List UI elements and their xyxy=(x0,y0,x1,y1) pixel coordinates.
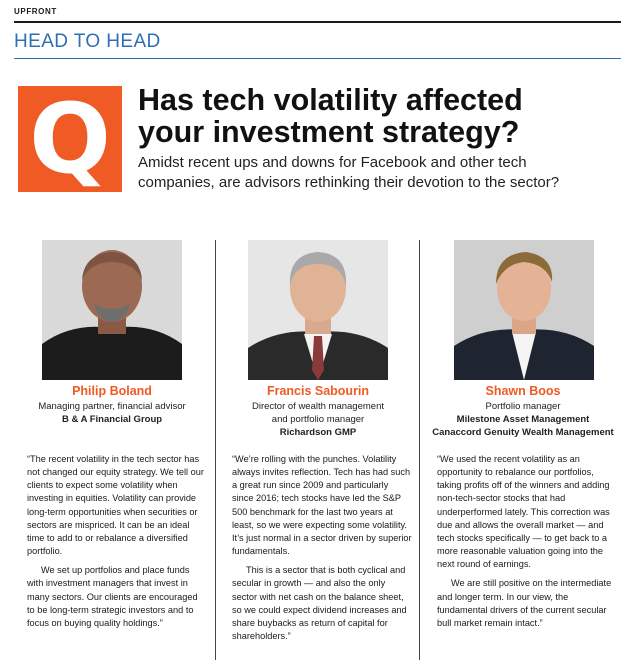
column-divider xyxy=(215,240,216,660)
advisor-name: Philip Boland xyxy=(72,384,152,398)
advisor-answer xyxy=(232,453,412,643)
column-divider xyxy=(419,240,420,660)
advisor-info xyxy=(423,400,623,439)
advisor-photo-philip-boland xyxy=(42,240,182,380)
advisor-title-line: Director of wealth management xyxy=(251,401,384,412)
answer-paragraph: This is a sector that is both cyclical and secular in growth — and also the only sector with net cash on the balance sheet, so we could expect dividend increases and share buybacks as return of capital for shareholders.” xyxy=(232,565,407,642)
advisor-firm-line: Milestone Asset Management xyxy=(456,414,590,425)
answer-paragraph: We set up portfolios and place funds with investment managers that invest in many sectors. Our clients are encouraged to be long-term strategic investors and to focus on buying quality holdings.” xyxy=(27,565,198,628)
advisor-title-line: Portfolio manager xyxy=(485,401,561,412)
headline-line-1: Has tech volatility affected xyxy=(138,83,523,117)
dek-line-1: Amidst recent ups and downs for Facebook and other tech xyxy=(138,154,527,171)
headline-line-2: your investment strategy? xyxy=(138,115,520,149)
advisor-answer xyxy=(27,453,205,630)
answer-paragraph: “We’re rolling with the punches. Volatility always invites reflection. Tech has had such a great run since 2009 and particularly since 2016; tech stocks have led the S&P 500 benchmark for the last two years at least, so we were expecting some volatility. It’s just normal in a sector driven by superior fundamentals. xyxy=(232,454,412,557)
advisor-firm-line: Richardson GMP xyxy=(279,427,357,438)
question-badge xyxy=(18,83,122,195)
advisor-photo-francis-sabourin xyxy=(248,240,388,380)
advisor-title-line: Managing partner, financial advisor xyxy=(38,401,186,412)
top-rule xyxy=(14,21,621,23)
advisor-firm-line: B & A Financial Group xyxy=(61,414,163,425)
advisor-title-line: and portfolio manager xyxy=(271,414,365,425)
advisor-info xyxy=(15,400,209,426)
advisor-firm-line: Canaccord Genuity Wealth Management xyxy=(432,427,614,438)
dek xyxy=(138,153,628,193)
headline xyxy=(138,84,618,148)
answer-paragraph: “The recent volatility in the tech sector has not changed our equity strategy. We tell our clients to expect some volatility when investing in equities. Volatility can provide long-term opportunities when securities or sectors are mispriced. It can be an ideal time to add to or rebalance a diversified portfolio. xyxy=(27,454,204,557)
advisor-info xyxy=(219,400,417,439)
section-label: UPFRONT xyxy=(14,7,57,16)
dek-line-2: companies, are advisors rethinking their devotion to the sector? xyxy=(138,174,560,191)
advisor-photo-shawn-boos xyxy=(454,240,594,380)
advisor-answer xyxy=(437,453,617,630)
question-badge-letter: Q xyxy=(29,83,111,195)
advisor-name: Francis Sabourin xyxy=(266,384,370,398)
section-title-underline xyxy=(14,58,621,59)
answer-paragraph: “We used the recent volatility as an opportunity to rebalance our portfolios, taking profits off of the winners and adding non-tech-sector stocks that had underperformed lately. This correction was due and allows the overall market — and tech stocks specifically — to get back to a more reasonable valuation going into the next round of earnings. xyxy=(437,454,610,570)
section-title: HEAD TO HEAD xyxy=(14,31,161,52)
answer-paragraph: We are still positive on the intermediate and longer term. In our view, the fundamental drivers of the current secular bull market remain intact.” xyxy=(437,578,612,628)
advisor-name: Shawn Boos xyxy=(485,384,561,398)
